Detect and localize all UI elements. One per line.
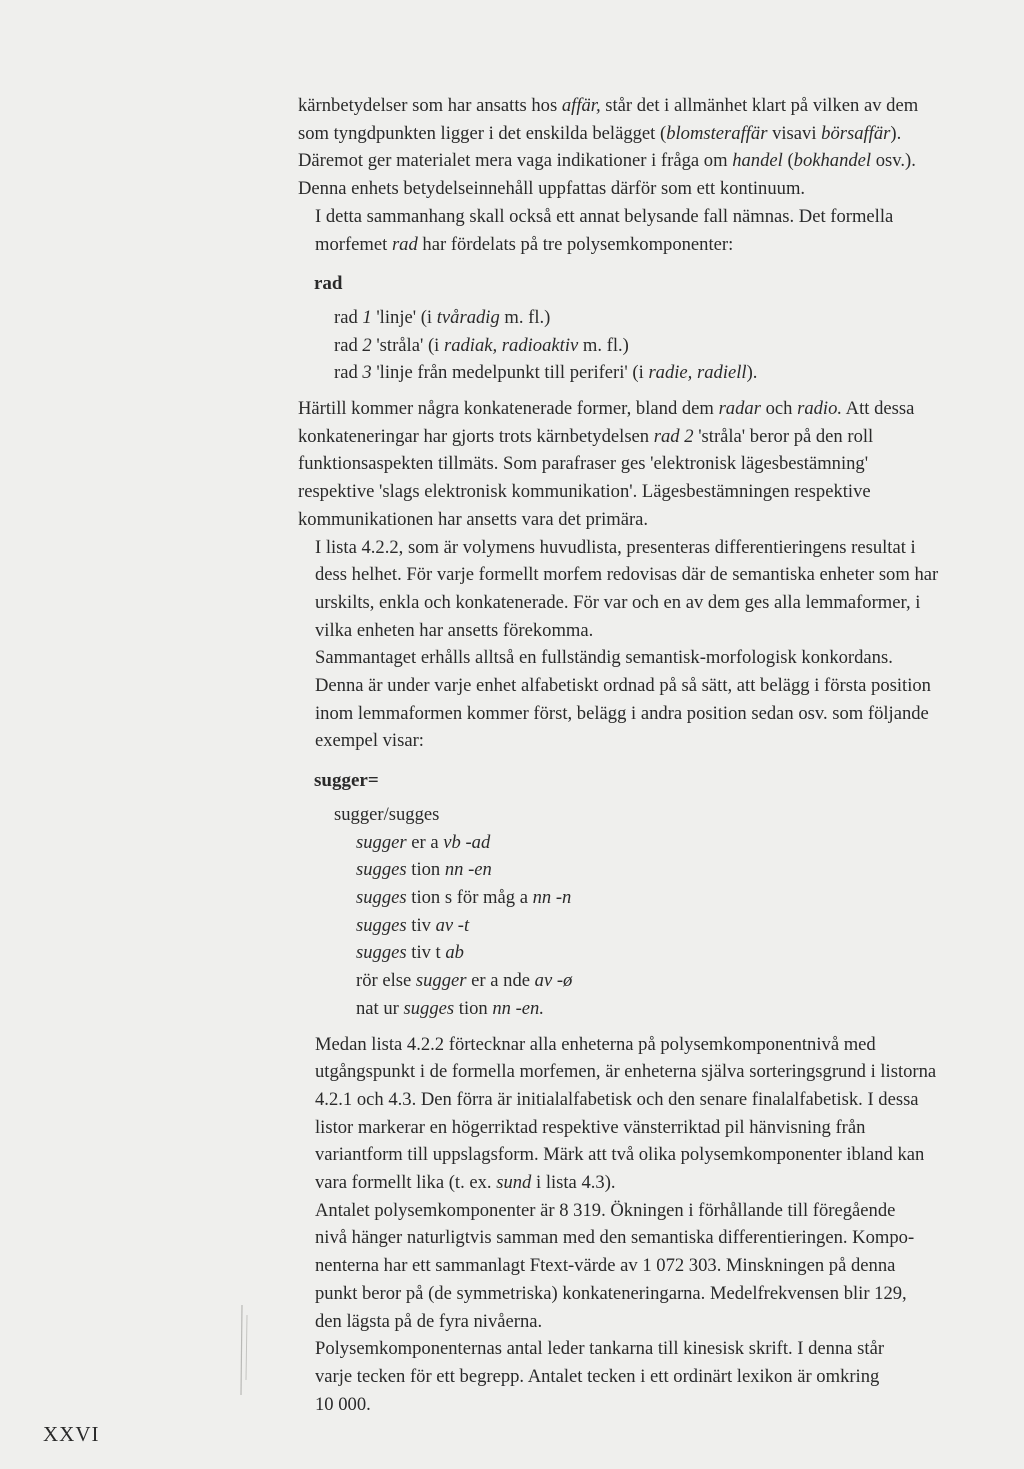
para8-line: Polysemkomponenternas antal leder tankarna till kinesisk skrift. I denna står: [315, 1338, 885, 1360]
rad_entries-line: rad 1 'linje' (i tvåradig m. fl.): [334, 306, 551, 328]
margin-pencil-marks: [230, 1300, 260, 1400]
para7-line: nenterna har ett sammanlagt Ftext-värde av 1 072 303. Minskningen på denna: [315, 1255, 896, 1277]
para2-line: morfemet rad har fördelats på tre polysemkomponenter:: [315, 233, 734, 255]
para6-line: utgångspunkt i de formella morfemen, är enheterna själva sorteringsgrund i listorna: [315, 1061, 937, 1083]
para4-line: vilka enheten har ansetts förekomma.: [315, 619, 594, 641]
para1-line: Däremot ger materialet mera vaga indikationer i fråga om handel (bokhandel osv.).: [298, 150, 916, 172]
sugger_entries-line: sugges tiv av -t: [356, 914, 470, 936]
para4-line: dess helhet. För varje formellt morfem redovisas där de semantiska enheter som har: [315, 564, 939, 586]
sugger-entry-list: [356, 829, 998, 1023]
rad_entries-line: rad 2 'stråla' (i radiak, radioaktiv m. fl.): [334, 334, 629, 356]
paragraph-6: [298, 1031, 998, 1197]
para4-line: urskilts, enkla och konkatenerade. För var och en av dem ges alla lemmaformer, i: [315, 591, 921, 613]
paragraph-4: [298, 534, 998, 645]
example-heading-sugger: sugger=: [314, 770, 379, 792]
sugger_entries-line: nat ur sugges tion nn -en.: [356, 997, 545, 1019]
sugger_entries-line: sugges tiv t ab: [356, 942, 464, 964]
para7-line: punkt beror på (de symmetriska) konkateneringarna. Medelfrekvensen blir 129,: [315, 1282, 907, 1304]
para7-line: den lägsta på de fyra nivåerna.: [315, 1310, 543, 1332]
sugger_entries-line: sugges tion s för måg a nn -n: [356, 886, 572, 908]
para3-line: funktionsaspekten tillmäts. Som parafraser ges 'elektronisk lägesbestämning': [298, 453, 869, 475]
paragraph-3: [298, 395, 998, 534]
para1-line: som tyngdpunkten ligger i det enskilda belägget (blomsteraffär visavi börsaffär).: [298, 122, 902, 144]
sugger_entries-line: rör else sugger er a nde av -ø: [356, 970, 573, 992]
para5-line: Sammantaget erhålls alltså en fullständig semantisk-morfologisk konkordans.: [315, 647, 893, 669]
example-heading-rad: rad: [314, 273, 343, 295]
page-number: XXVI: [43, 1422, 100, 1446]
para8-line: 10 000.: [315, 1393, 371, 1415]
para3-line: Härtill kommer några konkatenerade former, bland dem radar och radio. Att dessa: [298, 398, 915, 420]
para3-line: respektive 'slags elektronisk kommunikation'. Lägesbestämningen respektive: [298, 481, 871, 503]
paragraph-8: [298, 1335, 998, 1418]
sugger-subheading: sugger/sugges: [334, 803, 440, 825]
para6-line: vara formellt lika (t. ex. sund i lista 4.3).: [315, 1172, 616, 1194]
para8-line: varje tecken för ett begrepp. Antalet tecken i ett ordinärt lexikon är omkring: [315, 1365, 880, 1387]
sugger_entries-line: sugger er a vb -ad: [356, 831, 491, 853]
rad_entries-line: rad 3 'linje från medelpunkt till periferi' (i radie, radiell).: [334, 362, 758, 384]
para7-line: Antalet polysemkomponenter är 8 319. Ökningen i förhållande till föregående: [315, 1199, 896, 1221]
paragraph-2: [298, 203, 998, 258]
para1-line: Denna enhets betydelseinnehåll uppfattas därför som ett kontinuum.: [298, 178, 806, 200]
rad-entry-list: [334, 304, 998, 387]
para5-line: exempel visar:: [315, 730, 424, 752]
para3-line: konkateneringar har gjorts trots kärnbetydelsen rad 2 'stråla' beror på den roll: [298, 425, 874, 447]
para1-line: kärnbetydelser som har ansatts hos affär, står det i allmänhet klart på vilken av dem: [298, 95, 919, 116]
para3-line: kommunikationen har ansetts vara det primära.: [298, 508, 649, 530]
para7-line: nivå hänger naturligtvis samman med den semantiska differentieringen. Kompo-: [315, 1227, 915, 1249]
sugger_entries-line: sugges tion nn -en: [356, 859, 492, 881]
body-text: [298, 92, 998, 1418]
para2-line: I detta sammanhang skall också ett annat belysande fall nämnas. Det formella: [315, 205, 894, 227]
para6-line: variantform till uppslagsform. Märk att två olika polysemkomponenter ibland kan: [315, 1144, 925, 1166]
para5-line: Denna är under varje enhet alfabetiskt ordnad på så sätt, att belägg i första position: [315, 675, 931, 697]
para6-line: Medan lista 4.2.2 förtecknar alla enheterna på polysemkomponentnivå med: [315, 1033, 876, 1055]
paragraph-7: [298, 1197, 998, 1336]
para5-line: inom lemmaformen kommer först, belägg i andra position sedan osv. som följande: [315, 702, 929, 724]
para4-line: I lista 4.2.2, som är volymens huvudlista, presenteras differentieringens resultat i: [315, 536, 916, 558]
para6-line: 4.2.1 och 4.3. Den förra är initialalfabetisk och den senare finalalfabetisk. I dessa: [315, 1088, 919, 1110]
paragraph-1: [298, 92, 998, 203]
para6-line: listor markerar en högerriktad respektive vänsterriktad pil hänvisning från: [315, 1116, 866, 1138]
paragraph-5: [298, 644, 998, 755]
